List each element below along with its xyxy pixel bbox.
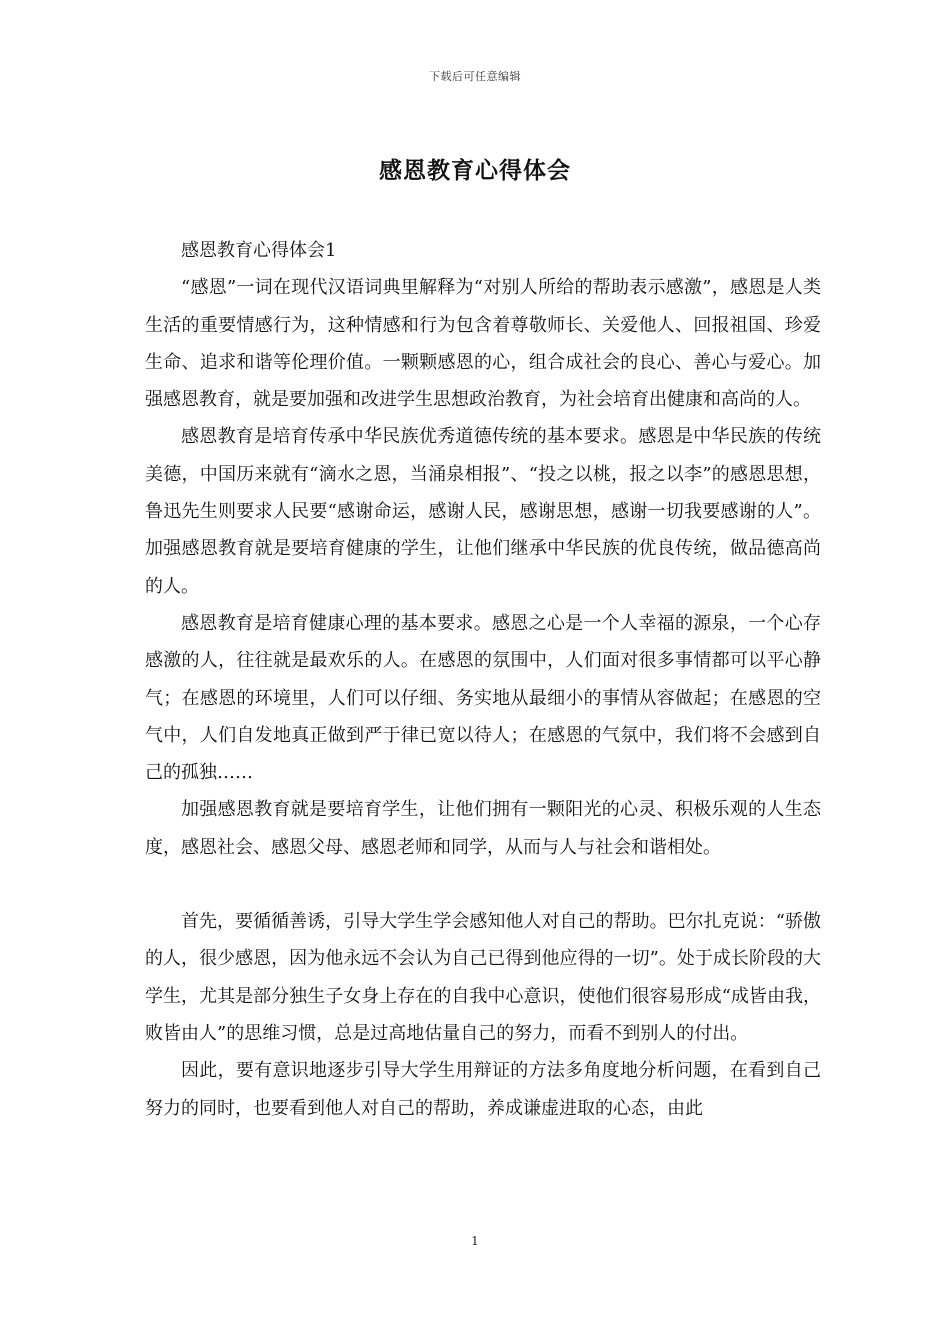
document-title: 感恩教育心得体会 [379, 157, 571, 184]
document-body [145, 232, 821, 1127]
paragraph: 因此，要有意识地逐步引导大学生用辩证的方法多角度地分析问题，在看到自己努力的同时，也要看到他人对自己的帮助，养成谦虚进取的心态，由此 [145, 1060, 821, 1119]
paragraph: 感恩教育是培育传承中华民族优秀道德传统的基本要求。感恩是中华民族的传统美德，中国历来就有“滴水之恩，当涌泉相报”、“投之以桃，报之以李”的感恩思想，鲁迅先生则要求人民要“感谢命运，感谢人民，感谢思想，感谢一切我要感谢的人”。加强感恩教育就是要培育健康的学生，让他们继承中华民族的优良传统，做品德高尚的人。 [145, 426, 821, 597]
paragraph: 感恩教育是培育健康心理的基本要求。感恩之心是一个人幸福的源泉，一个心存感激的人，往往就是最欢乐的人。在感恩的氛围中，人们面对很多事情都可以平心静气；在感恩的环境里，人们可以仔细、务实地从最细小的事情从容做起；在感恩的空气中，人们自发地真正做到严于律已宽以待人；在感恩的气氛中，我们将不会感到自己的孤独…… [145, 612, 821, 784]
paragraph: “感恩”一词在现代汉语词典里解释为“对别人所给的帮助表示感激”，感恩是人类生活的重要情感行为，这种情感和行为包含着尊敬师长、关爱他人、回报祖国、珍爱生命、追求和谐等伦理价值。一颗颗感恩的心，组合成社会的良心、善心与爱心。加强感恩教育，就是要加强和改进学生思想政治教育，为社会培育出健康和高尚的人。 [145, 277, 821, 411]
paragraph-subheading: 感恩教育心得体会1 [181, 240, 337, 261]
page-header-note: 下载后可任意编辑 [429, 70, 521, 83]
paragraph: 首先，要循循善诱，引导大学生学会感知他人对自己的帮助。巴尔扎克说：“骄傲的人，很少感恩，因为他永远不会认为自己已得到他应得的一切”。处于成长阶段的大学生，尤其是部分独生子女身上存在的自我中心意识，使他们很容易形成“成皆由我，败皆由人”的思维习惯，总是过高地估量自己的努力，而看不到别人的付出。 [145, 911, 821, 1044]
page-number: 1 [471, 1234, 479, 1248]
paragraph: 加强感恩教育就是要培育学生，让他们拥有一颗阳光的心灵、积极乐观的人生态度，感恩社会、感恩父母、感恩老师和同学，从而与人与社会和谐相处。 [145, 799, 821, 858]
